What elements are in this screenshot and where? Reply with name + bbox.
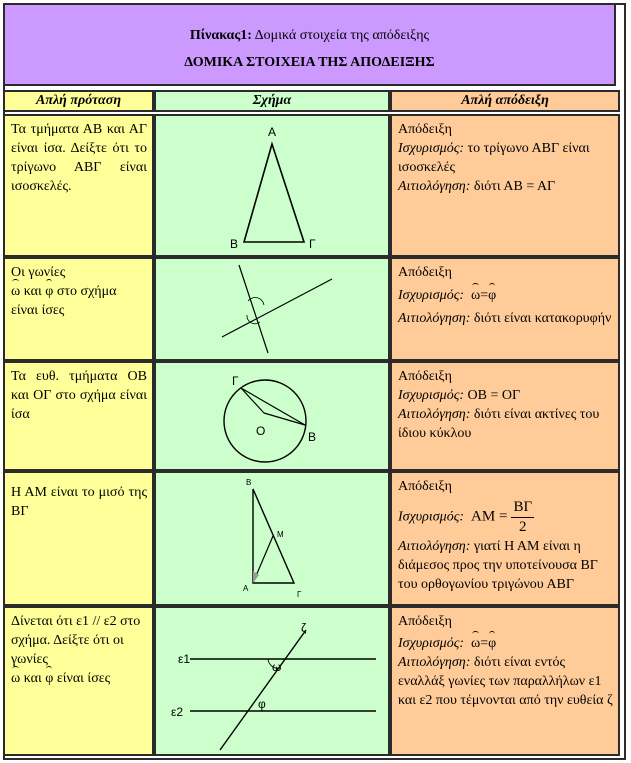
row-1-statement: Τα τμήματα ΑΒ και ΑΓ είναι ίσα. Δείξτε ότι το τρίγωνο ΑΒΓ είναι ισοσκελές. [11,122,147,194]
reason-line [398,405,614,443]
proof-title: Απόδειξη [398,122,452,137]
table-caption [3,3,616,86]
reason-text: γιατί Η ΑΜ είναι η διάμεσος προς την υποτείνουσα ΒΓ του ορθογωνίου τριγώνου ΑΒΓ [398,539,598,592]
reason-text: διότι ΑΒ = ΑΓ [470,179,556,194]
angle-omega: ω [11,671,21,686]
angle-phi: φ [45,284,54,299]
row-1-proof [398,120,614,196]
angle-omega: ω [471,288,481,303]
fraction-denominator: 2 [519,519,527,535]
row-2-proof [398,263,614,328]
label-g: Γ [232,374,239,388]
row-4-figure-cell [154,471,390,606]
reason-label: Αιτιολόγηση: [398,539,471,554]
row-1-proof-cell [390,114,620,257]
label-e2: ε2 [171,705,184,719]
angle-phi: φ [488,636,497,651]
fraction-numerator: ΒΓ [511,498,534,518]
row-5-proof-cell [390,606,620,756]
column-header-statement: Απλή πρόταση [3,90,154,112]
caption-label: Πίνακας1: [189,28,252,43]
claim-label: Ισχυρισμός: [398,141,465,156]
statement-line: Οι γωνίες [11,265,66,280]
row-3-statement: Τα ευθ. τμήματα ΟΒ και ΟΓ στο σχήμα είναι ίσα [11,369,147,422]
statement-line [11,669,147,688]
vertical-angles-figure [156,259,388,359]
and-word: και [20,671,46,686]
angle-phi: φ [488,288,497,303]
reason-label: Αιτιολόγηση: [398,407,471,422]
reason-text: διότι είναι ακτίνες του ίδιου κύκλου [398,407,600,441]
label-a: Α [268,125,277,139]
angle-omega: ω [11,284,21,299]
radius-og [241,388,264,413]
claim-line [398,634,614,653]
label-o: Ο [256,424,266,438]
proof-title: Απόδειξη [398,614,452,629]
row-3-proof-cell [390,361,620,471]
transversal-zeta [220,630,306,750]
row-1-figure-cell [154,114,390,257]
label-phi: φ [258,697,266,711]
label-b: Β [308,430,317,444]
caption-title: ΔΟΜΙΚΑ ΣΤΟΙΧΕΙΑ ΤΗΣ ΑΠΟΔΕΙΞΗΣ [184,55,435,70]
row-2-statement-cell [3,257,154,361]
row-3-statement-cell [3,361,154,471]
claim-lhs: ΑΜ = [471,508,508,525]
label-b: Β [230,237,239,251]
statement-tail: είναι ίσες [53,671,111,686]
row-3-figure-cell [154,361,390,471]
label-e1: ε1 [178,652,191,666]
label-g: Γ [309,237,316,251]
circle-radii-figure [156,363,388,469]
angle-phi: φ [45,671,54,686]
claim-text: ΟΒ = ΟΓ [464,388,521,403]
equals-sign: = [480,288,489,303]
row-4-statement-cell [3,471,154,606]
row-5-statement-cell [3,606,154,756]
proof-title: Απόδειξη [398,265,452,280]
reason-line [398,537,614,594]
claim-label: Ισχυρισμός: [398,636,465,651]
row-5-proof [398,612,614,710]
isosceles-triangle-figure [156,116,388,255]
right-angle-mark [253,571,259,583]
reason-text: διότι είναι κατακορυφήν [470,311,612,326]
reason-text: διότι είναι εντός εναλλάξ γωνίες των παραλλήλων ε1 και ε2 που τέμνονται από την ευθεία ζ [398,655,613,708]
row-2-statement [11,263,147,320]
reason-label: Αιτιολόγηση: [398,655,471,670]
label-m: Μ [277,530,284,539]
claim-label: Ισχυρισμός: [398,388,465,403]
claim-line [398,498,614,537]
claim-line [398,286,614,305]
statement-text: Δίνεται ότι ε1 // ε2 στο σχήμα. Δείξτε ότι οι γωνίες [11,614,141,667]
claim-line [398,386,614,405]
row-2-figure-cell [154,257,390,361]
claim-label: Ισχυρισμός: [398,509,465,525]
claim-label: Ισχυρισμός: [398,288,465,303]
triangle-abg [244,144,304,242]
right-triangle-median-figure [156,473,388,604]
claim-line [398,139,614,177]
caption-line [5,28,614,44]
row-5-statement [11,612,147,688]
row-4-proof [398,477,614,594]
label-omega: ω [272,660,282,674]
column-header-figure: Σχήμα [154,90,390,112]
row-5-figure-cell [154,606,390,756]
parallel-lines-transversal-figure [156,608,388,754]
row-4-statement: Η ΑΜ είναι το μισό της ΒΓ [11,485,147,519]
column-header-proof: Απλή απόδειξη [390,90,620,112]
row-1-statement-cell [3,114,154,257]
row-4-proof-cell [390,471,620,606]
reason-label: Αιτιολόγηση: [398,179,471,194]
claim-text: το τρίγωνο ΑΒΓ είναι ισοσκελές [398,141,590,175]
fraction [511,498,534,537]
label-a: Α [243,584,249,593]
statement-tail: στο σχήμα [53,284,117,299]
circle [224,380,306,462]
proof-title: Απόδειξη [398,479,452,494]
and-word: και [20,284,46,299]
label-g: Γ [297,590,302,599]
reason-line [398,177,614,196]
statement-line: είναι ίσες [11,303,65,318]
reason-label: Αιτιολόγηση: [398,311,471,326]
equals-sign: = [480,636,489,651]
row-2-proof-cell [390,257,620,361]
line-2 [222,279,332,337]
proof-title: Απόδειξη [398,369,452,384]
line-1 [239,265,268,353]
reason-line [398,309,614,328]
caption-subtitle: Δομικά στοιχεία της απόδειξης [251,28,430,43]
radius-ob [264,413,305,425]
angle-omega: ω [471,636,481,651]
reason-line [398,653,614,710]
row-3-proof [398,367,614,443]
label-zeta: ζ [301,621,307,635]
statement-line [11,282,147,301]
label-b: Β [246,478,252,487]
